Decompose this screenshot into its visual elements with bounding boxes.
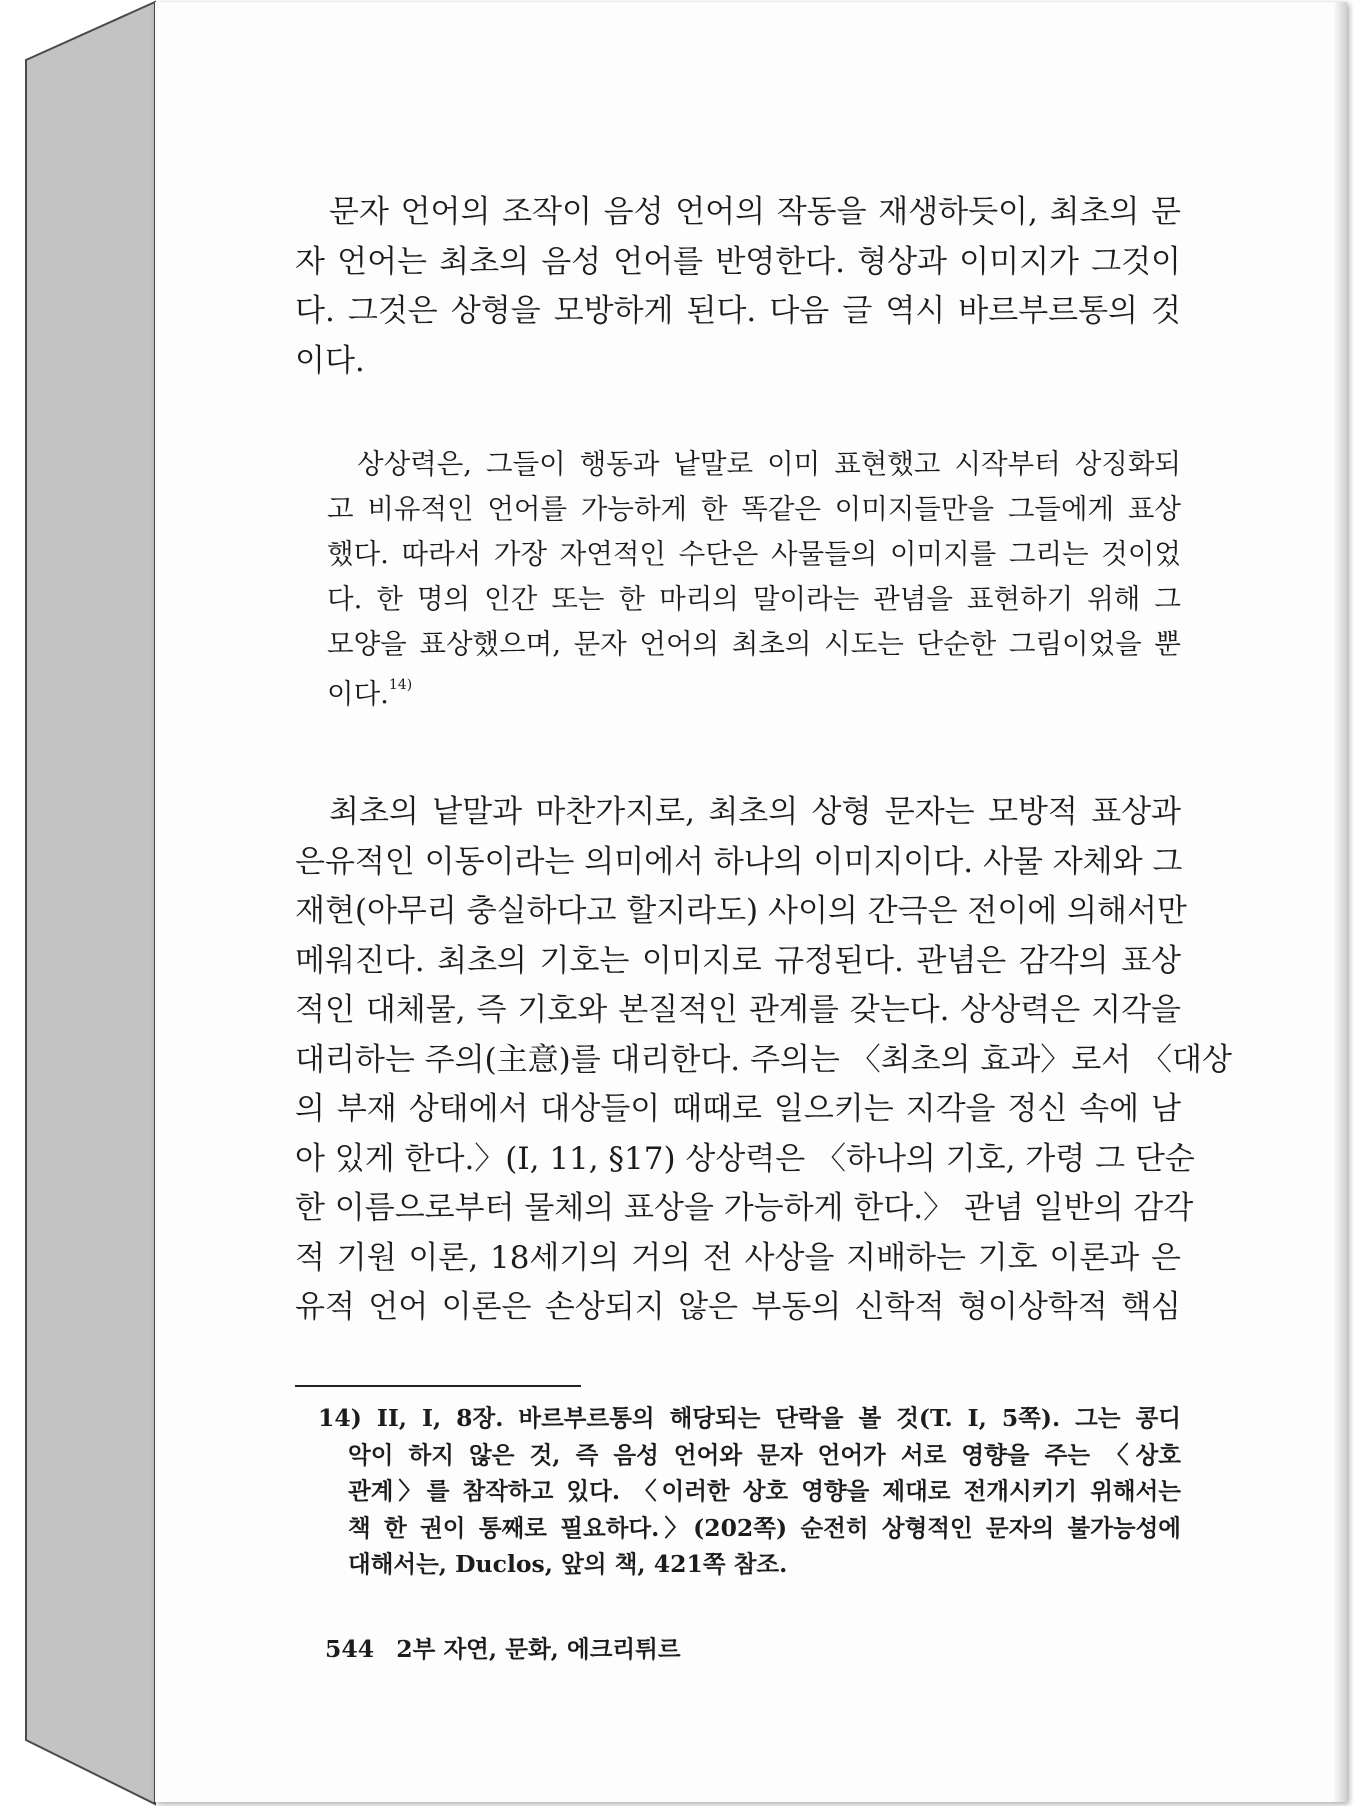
book-page <box>155 2 1347 1802</box>
text-line: 적 기원 이론, 18세기의 거의 전 사상을 지배하는 기호 이론과 은 <box>295 1239 1181 1276</box>
text-line: 의 부재 상태에서 대상들이 때때로 일으키는 지각을 정신 속에 남 <box>295 1091 1181 1127</box>
text-line: 다. 한 명의 인간 또는 한 마리의 말이라는 관념을 표현하기 위해 그 <box>327 583 1181 615</box>
text-line: 14) II, I, 8장. 바르부르통의 해당되는 단락을 볼 것(T. I, 5쪽). 그는 콩디 <box>318 1404 1181 1432</box>
text-line: 대해서는, Duclos, 앞의 책, 421쪽 참조. <box>348 1550 788 1578</box>
text-line: 문자 언어의 조작이 음성 언어의 작동을 재생하듯이, 최초의 문 <box>329 194 1181 230</box>
text-line: 관계〉를 참작하고 있다. 〈이러한 상호 영향을 제대로 전개시키기 위해서는 <box>348 1477 1181 1505</box>
text-line: 모양을 표상했으며, 문자 언어의 최초의 시도는 단순한 그림이었을 뿐 <box>327 628 1181 660</box>
text-line: 한 이름으로부터 물체의 표상을 가능하게 한다.〉 관념 일반의 감각 <box>295 1190 1194 1226</box>
page-number: 544 <box>325 1635 375 1663</box>
text-line: 자 언어는 최초의 음성 언어를 반영한다. 형상과 이미지가 그것이 <box>295 243 1181 280</box>
text-line: 고 비유적인 언어를 가능하게 한 똑같은 이미지들만을 그들에게 표상 <box>327 493 1181 525</box>
footnote-divider <box>295 1385 581 1387</box>
text-line: 대리하는 주의(主意)를 대리한다. 주의는 〈최초의 효과〉로서 〈대상 <box>295 1041 1232 1078</box>
section-title: 2부 자연, 문화, 에크리튀르 <box>396 1635 681 1663</box>
text-line: 했다. 따라서 가장 자연적인 수단은 사물들의 이미지를 그리는 것이었 <box>327 538 1181 570</box>
text-line: 재현(아무리 충실하다고 할지라도) 사이의 간극은 전이에 의해서만 <box>295 893 1187 929</box>
text-line: 유적 언어 이론은 손상되지 않은 부동의 신학적 형이상학적 핵심 <box>295 1289 1181 1325</box>
running-footer <box>325 1630 681 1664</box>
text-line: 다. 그것은 상형을 모방하게 된다. 다음 글 역시 바르부르통의 것 <box>295 293 1181 329</box>
text-line: 은유적인 이동이라는 의미에서 하나의 이미지이다. 사물 자체와 그 <box>295 843 1183 880</box>
text-line <box>327 667 1181 712</box>
footnote <box>318 1400 1181 1583</box>
text-line-content: 이다. <box>327 678 389 711</box>
text-line: 최초의 낱말과 마찬가지로, 최초의 상형 문자는 모방적 표상과 <box>329 794 1181 830</box>
text-line: 악이 하지 않은 것, 즉 음성 언어와 문자 언어가 서로 영향을 주는 〈상호 <box>348 1440 1181 1469</box>
body-paragraph-2 <box>295 788 1232 1333</box>
text-line: 상상력은, 그들이 행동과 낱말로 이미 표현했고 시작부터 상징화되 <box>357 448 1181 480</box>
text-line: 메워진다. 최초의 기호는 이미지로 규정된다. 관념은 감각의 표상 <box>295 942 1181 979</box>
body-paragraph-1 <box>295 188 1181 386</box>
text-line: 이다. <box>295 342 365 379</box>
text-line: 적인 대체물, 즉 기호와 본질적인 관계를 갖는다. 상상력은 지각을 <box>295 992 1181 1028</box>
page-edge-shadow <box>1333 2 1347 1802</box>
footnote-reference: 14) <box>388 677 413 693</box>
block-quote <box>327 442 1181 712</box>
text-line: 책 한 권이 통째로 필요하다.〉(202쪽) 순전히 상형적인 문자의 불가능성에 <box>348 1513 1181 1542</box>
text-line: 아 있게 한다.〉(I, 11, §17) 상상력은 〈하나의 기호, 가령 그 단순 <box>295 1140 1195 1177</box>
